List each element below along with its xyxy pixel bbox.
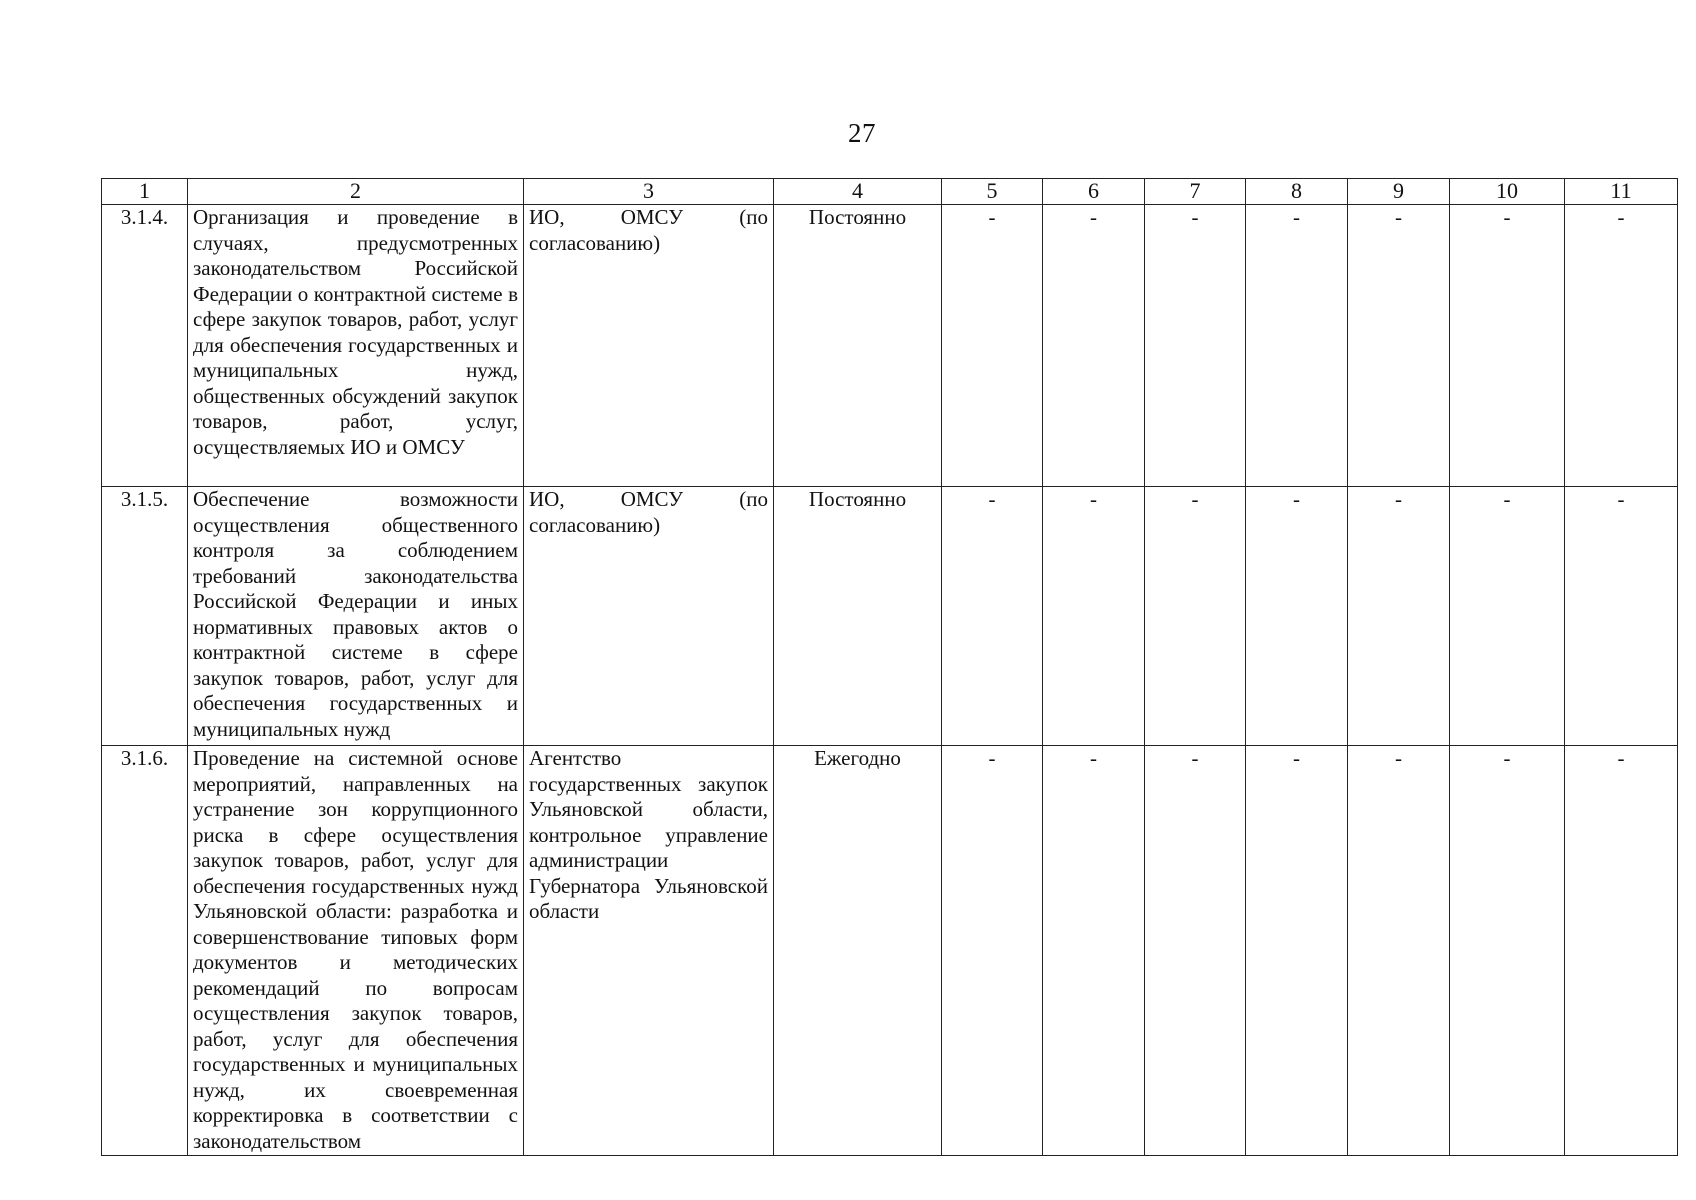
value-cell: - [1043,205,1145,487]
event-description: Обеспечение возможности осуществления общественного контроля за соблюдением требований законодательства Российской Федерации и иных нормативных правовых актов о контрактной системе в сфере закупок товаров, работ, услуг для обеспечения государственных и муниципальных нужд [188,487,524,746]
column-number: 1 [102,179,188,205]
value-cell: - [1043,487,1145,746]
column-number: 3 [524,179,774,205]
term: Ежегодно [774,746,942,1156]
value-cell: - [942,746,1043,1156]
executor: Агентство государственных закупок Ульяновской области, контрольное управление администрации Губернатора Ульяновской области [524,746,774,1156]
page-number: 27 [848,118,876,148]
column-number: 8 [1246,179,1348,205]
plan-table [101,178,1678,1156]
table-row [102,746,1678,1156]
item-number: 3.1.6. [102,746,188,1156]
value-cell: - [1450,205,1565,487]
value-cell: - [1043,746,1145,1156]
term: Постоянно [774,487,942,746]
item-number: 3.1.5. [102,487,188,746]
value-cell: - [1246,205,1348,487]
column-number: 9 [1348,179,1450,205]
value-cell: - [1450,487,1565,746]
value-cell: - [1348,746,1450,1156]
table-row [102,487,1678,746]
value-cell: - [1145,205,1246,487]
column-number-row [102,179,1678,205]
value-cell: - [1145,746,1246,1156]
column-number: 4 [774,179,942,205]
event-description: Проведение на системной основе мероприятий, направленных на устранение зон коррупционного риска в сфере осуществления закупок товаров, работ, услуг для обеспечения государственных нужд Ульяновской области: разработка и совершенствование типовых форм документов и методических рекомендаций по вопросам осуществления закупок товаров, работ, услуг для обеспечения государственных и муниципальных нужд, их своевременная корректировка в соответствии с законодательством [188,746,524,1156]
value-cell: - [1565,205,1678,487]
executor: ИО, ОМСУ (по согласованию) [524,205,774,487]
column-number: 7 [1145,179,1246,205]
value-cell: - [1246,746,1348,1156]
value-cell: - [1348,487,1450,746]
item-number: 3.1.4. [102,205,188,487]
term: Постоянно [774,205,942,487]
column-number: 2 [188,179,524,205]
column-number: 10 [1450,179,1565,205]
event-description: Организация и проведение в случаях, предусмотренных законодательством Российской Федерации о контрактной системе в сфере закупок товаров, работ, услуг для обеспечения государственных и муниципальных нужд, общественных обсуждений закупок товаров, работ, услуг, осуществляемых ИО и ОМСУ [188,205,524,487]
value-cell: - [1565,746,1678,1156]
value-cell: - [1145,487,1246,746]
column-number: 11 [1565,179,1678,205]
table-row [102,205,1678,487]
value-cell: - [1565,487,1678,746]
value-cell: - [1450,746,1565,1156]
value-cell: - [1246,487,1348,746]
value-cell: - [942,487,1043,746]
column-number: 6 [1043,179,1145,205]
value-cell: - [1348,205,1450,487]
column-number: 5 [942,179,1043,205]
executor: ИО, ОМСУ (по согласованию) [524,487,774,746]
value-cell: - [942,205,1043,487]
